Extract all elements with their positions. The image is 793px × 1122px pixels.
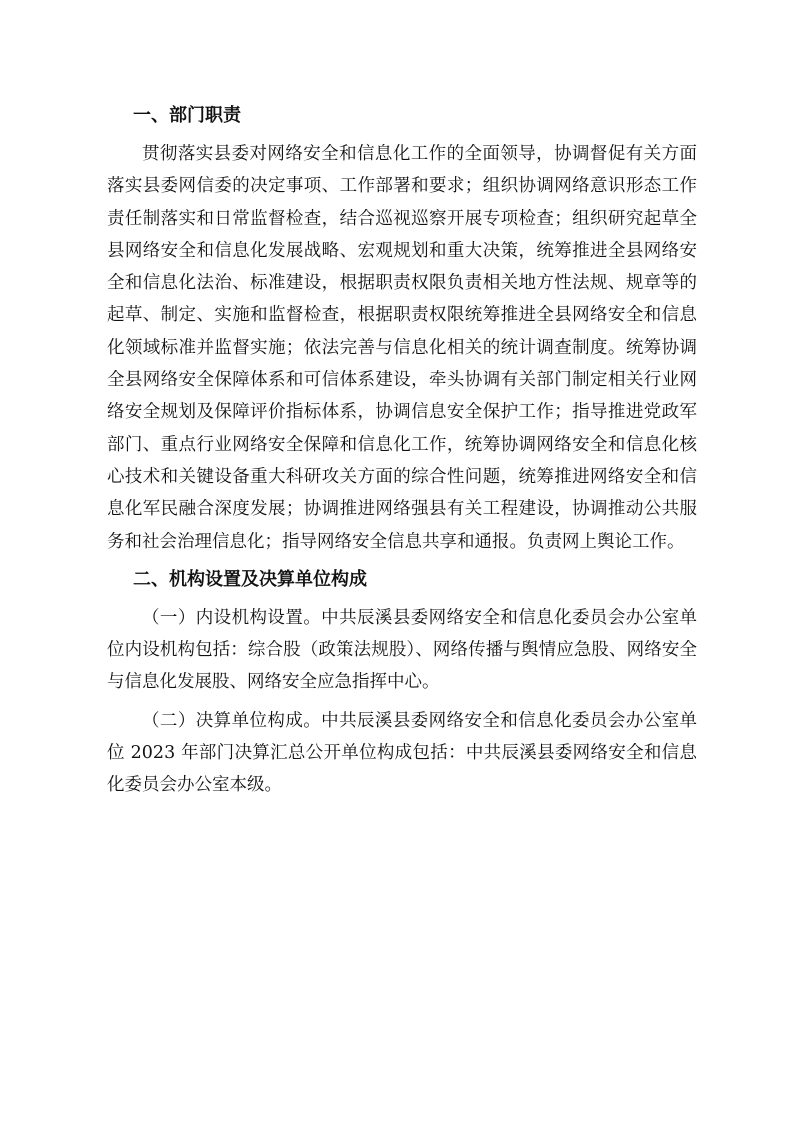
document-page <box>107 100 697 802</box>
section-heading-organization: 二、机构设置及决算单位构成 <box>133 568 367 590</box>
department-duties-paragraph: 贯彻落实县委对网络安全和信息化工作的全面领导，协调督促有关方面落实县委网信委的决定事项、工作部署和要求；组织协调网络意识形态工作责任制落实和日常监督检查，结合巡视巡察开展专项检查；组织研究起草全县网络安全和信息化发展战略、宏观规划和重大决策，统筹推进全县网络安全和信息化法治、标准建设，根据职责权限负责相关地方性法规、规章等的起草、制定、实施和监督检查，根据职责权限统筹推进全县网络安全和信息化领域标准并监督实施；依法完善与信息化相关的统计调查制度。统筹协调全县网络安全保障体系和可信体系建设，牵头协调有关部门制定相关行业网络安全规划及保障评价指标体系，协调信息安全保护工作；指导推进党政军部门、重点行业网络安全保障和信息化工作，统筹协调网络安全和信息化核心技术和关键设备重大科研攻关方面的综合性问题，统筹推进网络安全和信息化军民融合深度发展；协调推进网络强县有关工程建设，协调推动公共服务和社会治理信息化；指导网络安全信息共享和通报。负责网上舆论工作。 <box>107 144 697 552</box>
internal-institutions-paragraph: （一）内设机构设置。中共辰溪县委网络安全和信息化委员会办公室单位内设机构包括：综合股（政策法规股）、网络传播与舆情应急股、网络安全与信息化发展股、网络安全应急指挥中心。 <box>107 607 697 693</box>
section-heading-department-duties: 一、部门职责 <box>133 105 241 126</box>
final-accounts-units-paragraph: （二）决算单位构成。中共辰溪县委网络安全和信息化委员会办公室单位 2023 年部门决算汇总公开单位构成包括：中共辰溪县委网络安全和信息化委员会办公室本级。 <box>107 710 697 796</box>
